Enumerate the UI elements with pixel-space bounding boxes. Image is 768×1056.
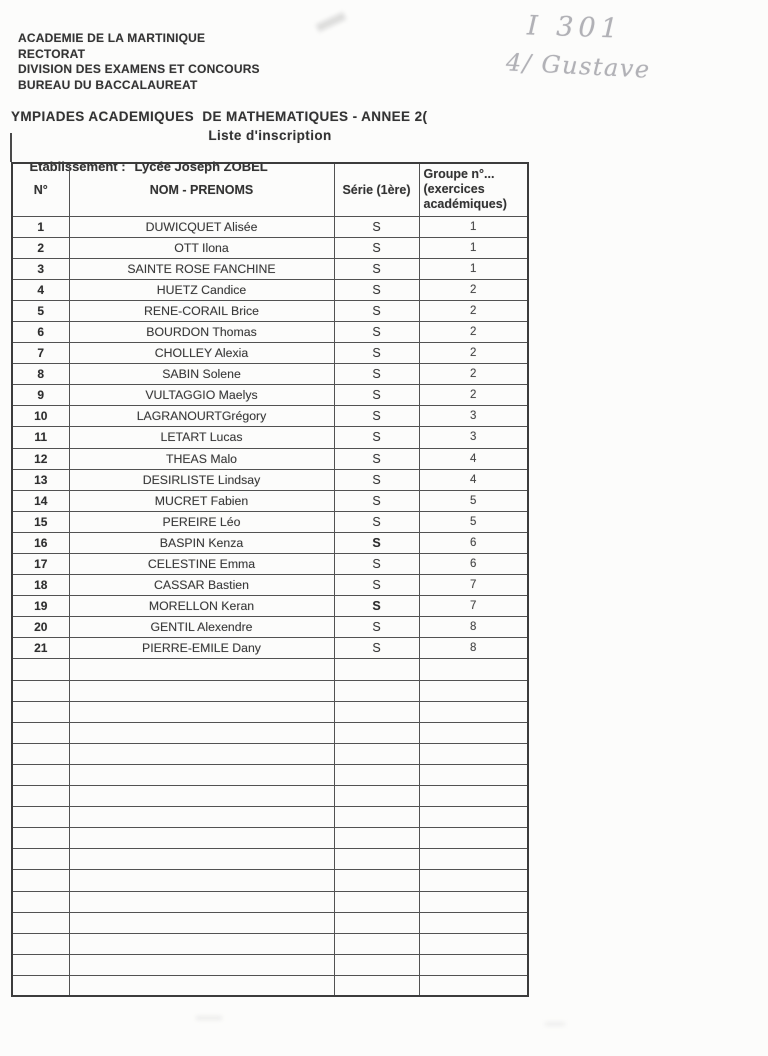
serie-cell [334, 786, 419, 807]
row-number-cell [12, 849, 69, 870]
serie-cell [334, 975, 419, 996]
row-number-cell [12, 954, 69, 975]
name-cell: THEAS Malo [69, 448, 334, 469]
name-cell [69, 954, 334, 975]
serie-cell [334, 807, 419, 828]
serie-cell [334, 680, 419, 701]
groupe-cell: 2 [419, 300, 528, 321]
groupe-cell [419, 975, 528, 996]
groupe-cell: 2 [419, 343, 528, 364]
name-cell: BOURDON Thomas [69, 321, 334, 342]
row-number-cell [12, 659, 69, 680]
name-cell: GENTIL Alexendre [69, 617, 334, 638]
groupe-cell: 5 [419, 511, 528, 532]
header-groupe-line3: académiques) [423, 197, 507, 212]
serie-cell: S [334, 427, 419, 448]
row-number-cell: 21 [12, 638, 69, 659]
name-cell: DESIRLISTE Lindsay [69, 469, 334, 490]
name-cell: CHOLLEY Alexia [69, 343, 334, 364]
table-row-empty [12, 786, 528, 807]
row-number-cell [12, 933, 69, 954]
table-row [12, 364, 528, 385]
serie-cell [334, 891, 419, 912]
serie-cell: S [334, 490, 419, 511]
groupe-cell: 4 [419, 469, 528, 490]
name-cell [69, 764, 334, 785]
table-row [12, 406, 528, 427]
row-number-cell: 18 [12, 575, 69, 596]
serie-cell: S [334, 448, 419, 469]
name-cell: BASPIN Kenza [69, 532, 334, 553]
table-row [12, 343, 528, 364]
row-number-cell [12, 912, 69, 933]
groupe-cell [419, 849, 528, 870]
groupe-cell: 4 [419, 448, 528, 469]
row-number-cell [12, 828, 69, 849]
row-number-cell: 11 [12, 427, 69, 448]
table-row [12, 469, 528, 490]
groupe-cell: 2 [419, 279, 528, 300]
groupe-cell: 1 [419, 258, 528, 279]
table-row-empty [12, 933, 528, 954]
table-row [12, 216, 528, 237]
etablissement-value: Lycée Joseph ZOBEL [134, 159, 268, 174]
header-num: N° [12, 163, 69, 216]
scan-speck [545, 1022, 565, 1026]
serie-cell [334, 912, 419, 933]
table-row-empty [12, 722, 528, 743]
row-number-cell [12, 891, 69, 912]
table-row [12, 532, 528, 553]
row-number-cell: 20 [12, 617, 69, 638]
groupe-cell: 5 [419, 490, 528, 511]
table-row [12, 511, 528, 532]
table-row-empty [12, 680, 528, 701]
table-row-empty [12, 891, 528, 912]
groupe-cell [419, 807, 528, 828]
row-number-cell: 15 [12, 511, 69, 532]
name-cell [69, 680, 334, 701]
name-cell: HUETZ Candice [69, 279, 334, 300]
name-cell: LETART Lucas [69, 427, 334, 448]
serie-cell: S [334, 596, 419, 617]
groupe-cell: 2 [419, 385, 528, 406]
groupe-cell: 8 [419, 638, 528, 659]
name-cell [69, 786, 334, 807]
name-cell [69, 828, 334, 849]
serie-cell [334, 722, 419, 743]
header-groupe-line1: Groupe n°... [423, 167, 495, 182]
table-row [12, 490, 528, 511]
name-cell: CELESTINE Emma [69, 554, 334, 575]
serie-cell: S [334, 406, 419, 427]
table-row [12, 321, 528, 342]
groupe-cell [419, 701, 528, 722]
name-cell: CASSAR Bastien [69, 575, 334, 596]
table-row [12, 427, 528, 448]
row-number-cell [12, 680, 69, 701]
serie-cell: S [334, 300, 419, 321]
groupe-cell: 6 [419, 532, 528, 553]
name-cell: DUWICQUET Alisée [69, 216, 334, 237]
row-number-cell: 3 [12, 258, 69, 279]
name-cell: OTT Ilona [69, 237, 334, 258]
letterhead-line-academie: ACADEMIE DE LA MARTINIQUE [18, 31, 206, 45]
serie-cell: S [334, 258, 419, 279]
serie-cell: S [334, 279, 419, 300]
groupe-cell: 1 [419, 216, 528, 237]
serie-cell: S [334, 216, 419, 237]
groupe-cell: 8 [419, 617, 528, 638]
table-row-empty [12, 701, 528, 722]
name-cell [69, 870, 334, 891]
groupe-cell: 3 [419, 406, 528, 427]
table-row [12, 258, 528, 279]
table-row [12, 237, 528, 258]
row-number-cell: 14 [12, 490, 69, 511]
serie-cell: S [334, 554, 419, 575]
scan-smudge [316, 12, 347, 32]
row-number-cell [12, 807, 69, 828]
row-number-cell: 12 [12, 448, 69, 469]
name-cell [69, 743, 334, 764]
table-row [12, 385, 528, 406]
name-cell [69, 722, 334, 743]
row-number-cell: 5 [12, 300, 69, 321]
groupe-cell: 2 [419, 321, 528, 342]
name-cell [69, 933, 334, 954]
row-number-cell: 4 [12, 279, 69, 300]
letterhead-line-division: DIVISION DES EXAMENS ET CONCOURS [18, 62, 260, 76]
groupe-cell: 7 [419, 575, 528, 596]
serie-cell [334, 701, 419, 722]
header-name: NOM - PRENOMS [69, 163, 334, 216]
row-number-cell: 1 [12, 216, 69, 237]
name-cell: SABIN Solene [69, 364, 334, 385]
table-row [12, 596, 528, 617]
serie-cell: S [334, 575, 419, 596]
name-cell: LAGRANOURTGrégory [69, 406, 334, 427]
groupe-cell: 6 [419, 554, 528, 575]
left-border-rule [10, 133, 12, 162]
row-number-cell: 7 [12, 343, 69, 364]
serie-cell: S [334, 469, 419, 490]
groupe-cell [419, 891, 528, 912]
name-cell [69, 891, 334, 912]
name-cell [69, 659, 334, 680]
name-cell [69, 701, 334, 722]
table-row-empty [12, 764, 528, 785]
row-number-cell [12, 786, 69, 807]
row-number-cell: 9 [12, 385, 69, 406]
table-row [12, 638, 528, 659]
groupe-cell [419, 722, 528, 743]
row-number-cell: 17 [12, 554, 69, 575]
row-number-cell: 19 [12, 596, 69, 617]
serie-cell [334, 954, 419, 975]
row-number-cell [12, 722, 69, 743]
serie-cell [334, 828, 419, 849]
groupe-cell [419, 680, 528, 701]
header-groupe-line2: (exercices [423, 182, 485, 197]
table-row-empty [12, 975, 528, 996]
name-cell [69, 912, 334, 933]
serie-cell [334, 849, 419, 870]
name-cell [69, 975, 334, 996]
table-row [12, 279, 528, 300]
name-cell: MUCRET Fabien [69, 490, 334, 511]
header-serie: Série (1ère) [334, 163, 419, 216]
name-cell: MORELLON Keran [69, 596, 334, 617]
table-row-empty [12, 743, 528, 764]
scan-speck [196, 1016, 222, 1020]
row-number-cell: 13 [12, 469, 69, 490]
serie-cell [334, 743, 419, 764]
serie-cell [334, 870, 419, 891]
name-cell [69, 807, 334, 828]
row-number-cell: 2 [12, 237, 69, 258]
etablissement-label: Etablissement : [29, 159, 126, 174]
row-number-cell [12, 764, 69, 785]
table-row-empty [12, 828, 528, 849]
groupe-cell [419, 828, 528, 849]
name-cell: VULTAGGIO Maelys [69, 385, 334, 406]
letterhead-line-rectorat: RECTORAT [18, 46, 86, 61]
inscription-table [11, 162, 529, 997]
table-row-empty [12, 807, 528, 828]
row-number-cell [12, 743, 69, 764]
serie-cell [334, 764, 419, 785]
inscription-table-head [12, 163, 528, 216]
handwritten-room-code: I 301 [526, 10, 624, 45]
table-row [12, 448, 528, 469]
groupe-cell [419, 912, 528, 933]
row-number-cell: 6 [12, 321, 69, 342]
serie-cell [334, 933, 419, 954]
table-row-empty [12, 870, 528, 891]
name-cell: SAINTE ROSE FANCHINE [69, 258, 334, 279]
table-row-empty [12, 659, 528, 680]
groupe-cell [419, 743, 528, 764]
row-number-cell [12, 870, 69, 891]
groupe-cell: 3 [419, 427, 528, 448]
serie-cell: S [334, 532, 419, 553]
serie-cell: S [334, 321, 419, 342]
name-cell: RENE-CORAIL Brice [69, 300, 334, 321]
groupe-cell: 1 [419, 237, 528, 258]
groupe-cell [419, 786, 528, 807]
table-row-empty [12, 849, 528, 870]
table-row [12, 575, 528, 596]
serie-cell: S [334, 385, 419, 406]
document-title: YMPIADES ACADEMIQUES DE MATHEMATIQUES - ANNEE 2( [11, 109, 428, 124]
document-subtitle: Liste d'inscription [208, 128, 332, 143]
groupe-cell: 7 [419, 596, 528, 617]
row-number-cell: 10 [12, 406, 69, 427]
groupe-cell [419, 933, 528, 954]
serie-cell: S [334, 364, 419, 385]
groupe-cell [419, 764, 528, 785]
header-groupe [419, 163, 528, 216]
name-cell [69, 849, 334, 870]
name-cell: PIERRE-EMILE Dany [69, 638, 334, 659]
handwritten-note: 4/ Gustave [505, 48, 652, 84]
groupe-cell [419, 870, 528, 891]
name-cell: PEREIRE Léo [69, 511, 334, 532]
header-row [12, 163, 528, 216]
serie-cell: S [334, 617, 419, 638]
groupe-cell: 2 [419, 364, 528, 385]
groupe-cell [419, 659, 528, 680]
row-number-cell [12, 701, 69, 722]
letterhead [18, 31, 260, 93]
serie-cell: S [334, 638, 419, 659]
serie-cell: S [334, 237, 419, 258]
row-number-cell: 16 [12, 532, 69, 553]
table-row [12, 554, 528, 575]
table-row [12, 617, 528, 638]
groupe-cell [419, 954, 528, 975]
serie-cell: S [334, 343, 419, 364]
roster-table-body [12, 216, 528, 996]
table-row-empty [12, 912, 528, 933]
row-number-cell: 8 [12, 364, 69, 385]
letterhead-line-bureau: BUREAU DU BACCALAUREAT [18, 77, 198, 92]
table-row-empty [12, 954, 528, 975]
row-number-cell [12, 975, 69, 996]
serie-cell: S [334, 511, 419, 532]
serie-cell [334, 659, 419, 680]
table-row [12, 300, 528, 321]
